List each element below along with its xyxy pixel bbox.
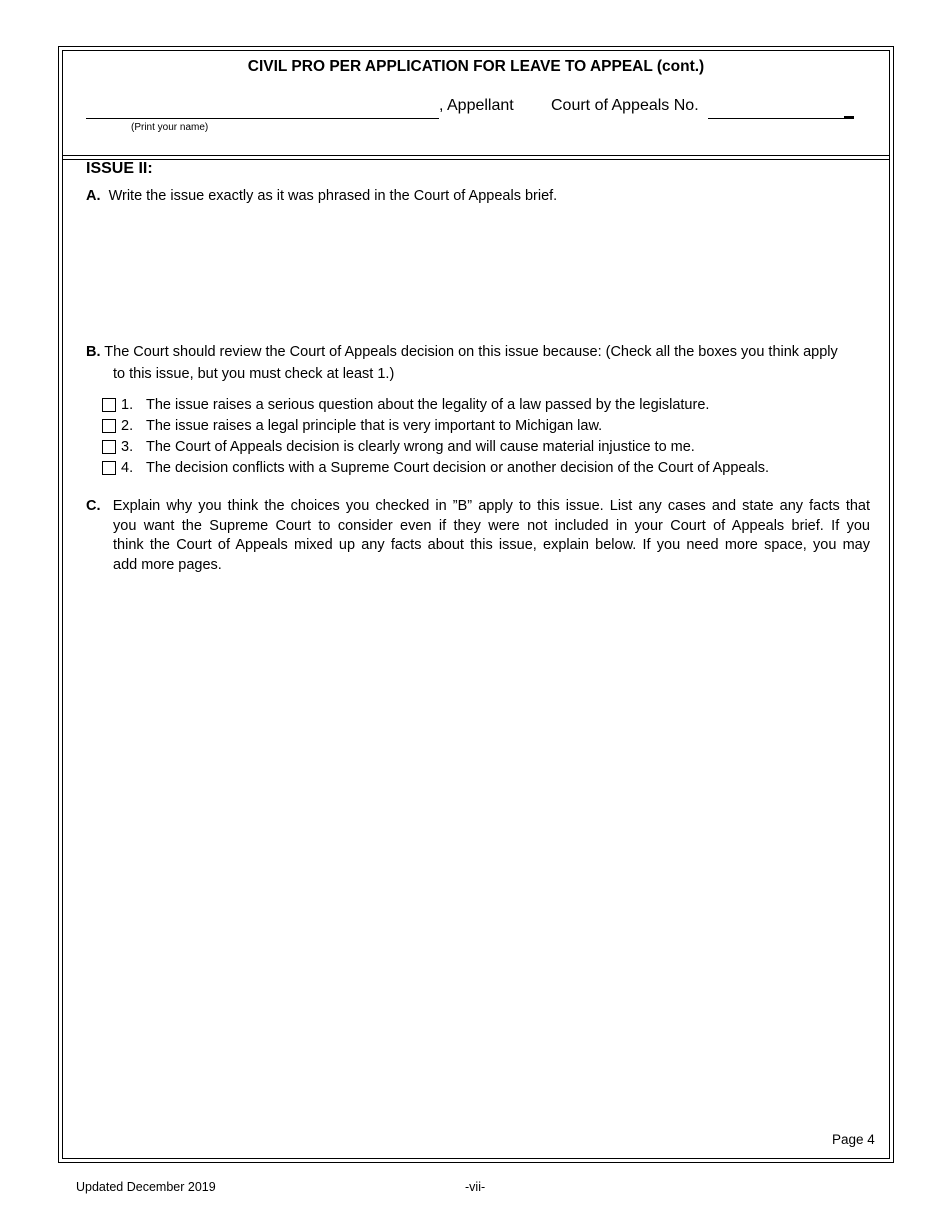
issue-heading: ISSUE II: — [86, 160, 153, 177]
section-a — [86, 187, 876, 207]
print-name-hint: (Print your name) — [131, 122, 209, 133]
section-b — [86, 341, 872, 385]
section-c-line1 — [86, 497, 870, 517]
footer-page-roman: -vii- — [465, 1180, 486, 1194]
header-divider-bottom — [62, 159, 890, 160]
reason-checklist — [102, 395, 882, 479]
section-c-line4: add more pages. — [113, 556, 222, 573]
reason-checkbox-3[interactable] — [102, 440, 116, 454]
coa-number-label: Court of Appeals No. — [551, 97, 699, 114]
reason-text-1: The issue raises a serious question about the legality of a law passed by the legislature. — [146, 397, 710, 413]
reason-text-4: The decision conflicts with a Supreme Court decision or another decision of the Court of Appeals. — [146, 460, 770, 476]
coa-number-field[interactable] — [708, 118, 854, 119]
reason-checkbox-4[interactable] — [102, 461, 116, 475]
reason-number-4: 4. — [121, 460, 134, 476]
reason-number-1: 1. — [121, 397, 134, 413]
section-c-line3: think the Court of Appeals mixed up any facts about this issue, explain below. If you need more space, you may — [113, 537, 870, 554]
reason-checkbox-1[interactable] — [102, 398, 116, 412]
section-c-letter: C. — [86, 498, 101, 514]
coa-number-field-end — [844, 116, 854, 118]
reason-checkbox-2[interactable] — [102, 419, 116, 433]
page-number: Page 4 — [832, 1132, 875, 1147]
section-b-line1: The Court should review the Court of Appeals decision on this issue because: (Check all the boxes you think apply — [104, 344, 838, 360]
section-c-line1-text: Explain why you think the choices you checked in ”B” apply to this issue. List any cases and state any facts that — [112, 498, 871, 514]
section-a-text: Write the issue exactly as it was phrased in the Court of Appeals brief. — [108, 188, 558, 204]
reason-number-2: 2. — [121, 418, 134, 434]
reason-option-4 — [102, 458, 882, 479]
reason-text-2: The issue raises a legal principle that is very important to Michigan law. — [146, 418, 603, 434]
header-divider-top — [62, 155, 890, 156]
section-a-letter: A. — [86, 188, 101, 204]
reason-option-2 — [102, 416, 882, 437]
form-title: CIVIL PRO PER APPLICATION FOR LEAVE TO APPEAL (cont.) — [247, 58, 705, 75]
reason-text-3: The Court of Appeals decision is clearly wrong and will cause material injustice to me. — [146, 439, 695, 455]
footer-updated-date: Updated December 2019 — [76, 1180, 216, 1194]
section-b-letter: B. — [86, 344, 101, 360]
reason-number-3: 3. — [121, 439, 134, 455]
page-border-inner — [62, 50, 890, 1159]
section-c-line2: you want the Supreme Court to consider even if they were not included in your Court of Appeals brief. If you — [113, 517, 870, 534]
reason-option-1 — [102, 395, 882, 416]
section-c — [86, 497, 870, 575]
section-b-line2: to this issue, but you must check at least 1.) — [113, 366, 395, 382]
appellant-name-field[interactable] — [86, 118, 439, 119]
reason-option-3 — [102, 437, 882, 458]
appellant-label: , Appellant — [439, 97, 514, 114]
